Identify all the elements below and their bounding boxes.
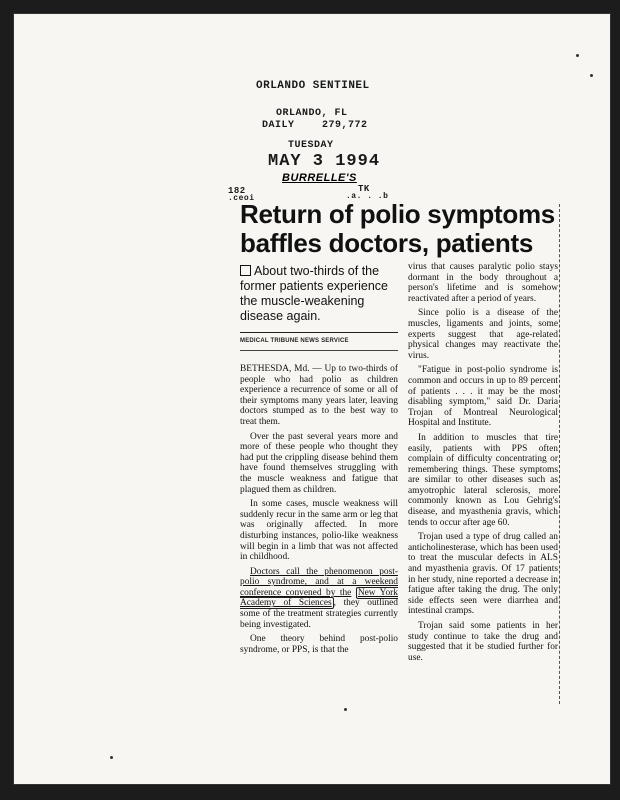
speck-mark <box>110 756 113 759</box>
paragraph: One theory behind post-polio syndrome, or PPS, is that the <box>240 634 398 655</box>
clip-code-right-1: TK <box>358 184 370 194</box>
paragraph: virus that causes paralytic polio stays dormant in the body throughout a person's lifetime and is somehow reactivated after a period of years. <box>408 262 558 304</box>
paragraph-text: Doctors call the phenomenon post-polio syndrome, and at a weekend conference convened by the <box>240 566 398 598</box>
clip-code-left-2: .ceoi <box>228 194 255 203</box>
highlighted-organization: New York Academy of Sciences <box>240 587 398 609</box>
paragraph: Trojan said some patients in her study continue to take the drug and suggested that it be studied further for use. <box>408 621 558 663</box>
paragraph <box>240 567 398 631</box>
publication-city: ORLANDO, FL <box>276 108 348 119</box>
paragraph: Trojan used a type of drug called an anticholinesterase, which has been used to treat the muscular defects in ALS and myasthenia gravis. Of 17 patients in her study, nine reported a decrease in fatigue after taking the drug. The only side effects seen were diarrhea and intestinal cramps. <box>408 532 558 617</box>
document-page <box>14 14 610 784</box>
clip-weekday: TUESDAY <box>288 140 334 151</box>
speck-mark <box>590 74 593 77</box>
paragraph: Since polio is a disease of the muscles, ligaments and joints, some experts suggest that age-related physical changes may reactivate the virus. <box>408 308 558 361</box>
speck-mark <box>344 708 347 711</box>
article-deck <box>240 264 400 324</box>
clip-code-right-2: .a. . .b <box>346 192 389 201</box>
paragraph: In some cases, muscle weakness will suddenly recur in the same arm or leg that was originally affected. In more disturbing instances, polio-like weakness will begin in a limb that was not affected in childhood. <box>240 499 398 563</box>
publication-circulation: 279,772 <box>322 120 368 131</box>
paragraph: "Fatigue in post-polio syndrome is common and occurs in up to 89 percent of patients . . . it may be the most disabling symptom," said Dr. Daria Trojan of Montreal Neurological Hospital and Institute. <box>408 365 558 429</box>
divider <box>240 350 398 351</box>
clip-code-left-1: 182 <box>228 186 246 196</box>
article-column-1 <box>240 364 398 659</box>
deck-text: About two-thirds of the former patients experience the muscle-weakening disease again. <box>240 264 388 323</box>
clip-date-stamp: MAY 3 1994 <box>268 152 381 171</box>
checkbox-square-icon <box>240 265 251 276</box>
article-column-2 <box>408 262 558 667</box>
clipping-service-logo: BURRELLE'S <box>282 172 357 184</box>
divider <box>240 332 398 333</box>
paragraph: BETHESDA, Md. — Up to two-thirds of people who had polio as children experience a recurrence of some or all of their symptoms many years later, leaving doctors stumped as to the best way to treat them. <box>240 364 398 427</box>
paragraph-text: , they outlined some of the treatment strategies currently being investigated. <box>240 598 398 630</box>
speck-mark <box>576 54 579 57</box>
news-service-credit: MEDICAL TRIBUNE NEWS SERVICE <box>240 338 349 344</box>
paragraph: Over the past several years more and more of these people who thought they had put the crippling disease behind them have found themselves struggling with the muscle weakness and fatigue that plagued them as children. <box>240 431 398 495</box>
paragraph: In addition to muscles that tire easily, patients with PPS often complain of difficulty concentrating or remembering things. These symptoms are similar to other diseases such as amyotrophic lateral sclerosis, more commonly known as Lou Gehrig's disease, and myasthenia gravis, which tends to occur after age 60. <box>408 432 558 528</box>
article-headline: Return of polio symptoms baffles doctors, patients <box>240 199 555 258</box>
publication-name: ORLANDO SENTINEL <box>256 80 370 92</box>
clipping-cut-edge <box>557 204 560 704</box>
publication-frequency: DAILY <box>262 120 295 131</box>
